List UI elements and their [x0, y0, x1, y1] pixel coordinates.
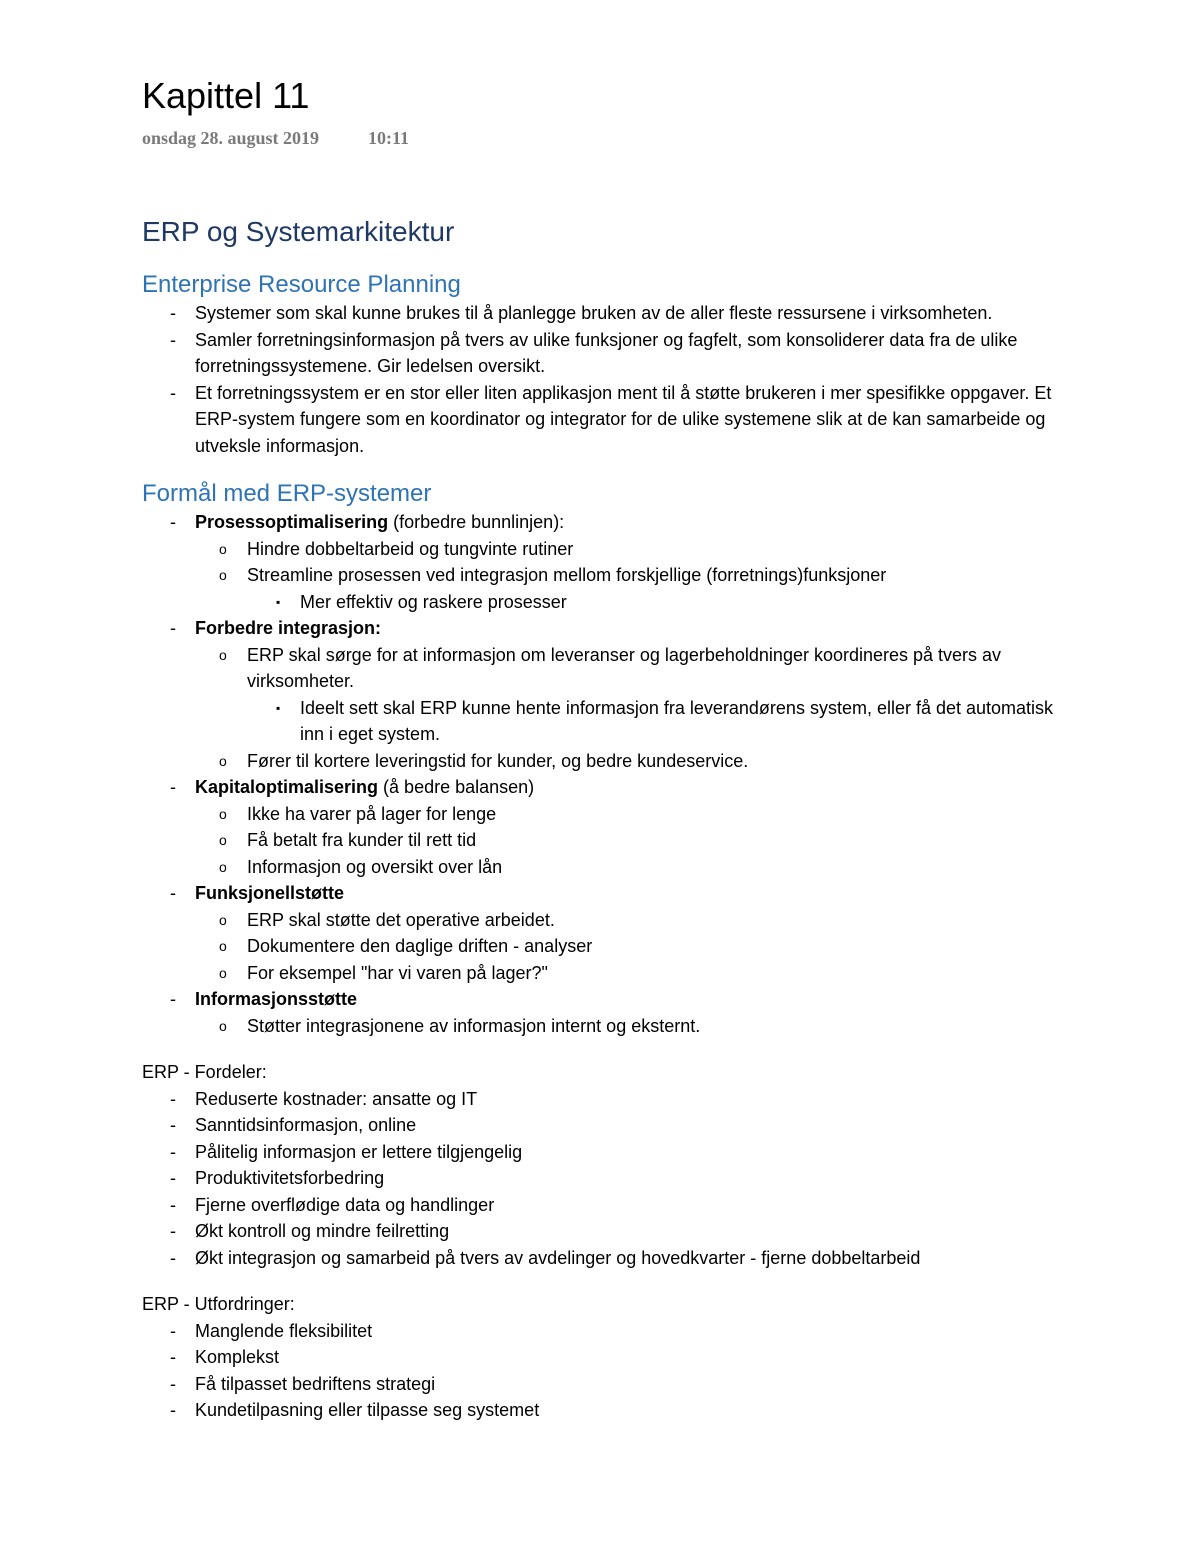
dash-bullet: - — [170, 1115, 176, 1135]
list-item-text: Kundetilpasning eller tilpasse seg systemet — [195, 1400, 540, 1420]
list-item-text: Få betalt fra kunder til rett tid — [247, 830, 477, 850]
subsection-heading-formal: Formål med ERP-systemer — [142, 480, 432, 507]
list-item-text: Produktivitetsforbedring — [195, 1168, 385, 1188]
list-item-text: Mer effektiv og raskere prosesser — [300, 591, 567, 612]
section-heading: ERP og Systemarkitektur — [142, 216, 455, 247]
subsection-heading-enterprise: Enterprise Resource Planning — [142, 271, 461, 298]
dash-bullet: - — [170, 1221, 176, 1241]
list-item — [142, 1371, 1072, 1398]
circle-bullet: o — [219, 964, 227, 981]
list-item-text: Sanntidsinformasjon, online — [195, 1115, 417, 1135]
dash-bullet: - — [170, 329, 176, 350]
list-item — [142, 907, 1072, 934]
list-item-text: Streamline prosessen ved integrasjon mellom forskjellige (forretnings)funksjoner — [247, 565, 887, 585]
list-item-text: Samler forretningsinformasjon på tvers av ulike funksjoner og fagfelt, som konsoliderer data fra de ulike forretningssystemene. Gir ledelsen oversikt. — [195, 329, 1018, 376]
list-item-text: (å bedre balansen) — [378, 777, 535, 797]
circle-bullet: o — [219, 832, 227, 848]
list-item — [142, 827, 1072, 854]
dash-bullet: - — [170, 1168, 176, 1188]
utfordringer-list — [142, 1318, 1072, 1424]
list-item — [142, 1013, 1072, 1040]
list-item — [142, 774, 1072, 801]
list-item-text: Økt kontroll og mindre feilretting — [195, 1221, 450, 1241]
dash-bullet: - — [170, 1088, 176, 1109]
list-item-text: Ideelt sett skal ERP kunne hente informasjon fra leverandørens system, eller få det automatisk inn i eget system. — [300, 697, 1054, 744]
list-item-text: Komplekst — [195, 1347, 280, 1367]
list-item — [142, 854, 1072, 881]
list-item-text: Økt integrasjon og samarbeid på tvers av avdelinger og hovedkvarter - fjerne dobbeltarbeid — [195, 1247, 921, 1268]
page-date: onsdag 28. august 2019 — [142, 128, 320, 148]
list-item — [142, 1318, 1072, 1345]
formal-list — [142, 509, 1072, 1039]
circle-bullet: o — [219, 805, 227, 822]
list-item-text: Hindre dobbeltarbeid og tungvinte rutiner — [247, 538, 574, 559]
list-item-text: Støtter integrasjonene av informasjon internt og eksternt. — [247, 1015, 701, 1036]
dash-bullet: - — [170, 1141, 176, 1162]
dash-bullet: - — [170, 1373, 176, 1394]
fordeler-list — [142, 1086, 1072, 1272]
circle-bullet: o — [219, 858, 227, 875]
list-item — [142, 642, 1072, 695]
list-item — [142, 562, 1072, 589]
list-item — [142, 933, 1072, 960]
circle-bullet: o — [219, 752, 227, 769]
list-item-bold: Prosessoptimalisering — [195, 512, 389, 532]
list-item — [142, 1192, 1072, 1219]
dash-bullet: - — [170, 1247, 176, 1268]
list-item-text: For eksempel "har vi varen på lager?" — [247, 962, 548, 983]
list-item — [142, 1397, 1072, 1424]
list-item — [142, 1139, 1072, 1166]
list-item-text: Fører til kortere leveringstid for kunder, og bedre kundeservice. — [247, 750, 749, 771]
list-item — [142, 748, 1072, 775]
list-item-text: Et forretningssystem er en stor eller liten applikasjon ment til å støtte brukeren i mer spesifikke oppgaver. Et ERP-system fungere som en koordinator og integrator for de ulike systemene slik at de kan samarbeide og utveksle informasjon. — [195, 382, 1052, 456]
list-item-text: Få tilpasset bedriftens strategi — [195, 1373, 436, 1394]
document-content — [142, 214, 1072, 1424]
dash-bullet: - — [170, 989, 176, 1009]
square-bullet: ▪ — [276, 594, 281, 609]
fordeler-label: ERP - Fordeler: — [142, 1062, 267, 1082]
enterprise-list — [142, 300, 1072, 459]
dash-bullet: - — [170, 512, 176, 532]
list-item — [142, 300, 1072, 327]
dash-bullet: - — [170, 777, 176, 797]
list-item-text: Fjerne overflødige data og handlinger — [195, 1194, 495, 1215]
utfordringer-label: ERP - Utfordringer: — [142, 1294, 295, 1314]
list-item — [142, 1245, 1072, 1272]
dash-bullet: - — [170, 1320, 176, 1341]
square-bullet: ▪ — [276, 700, 281, 715]
dash-bullet: - — [170, 1400, 176, 1420]
list-item-text: ERP skal sørge for at informasjon om leveranser og lagerbeholdninger koordineres på tvers av virksomheter. — [247, 644, 1002, 691]
list-item-bold: Forbedre integrasjon: — [195, 618, 382, 638]
list-item-text: Pålitelig informasjon er lettere tilgjengelig — [195, 1141, 523, 1162]
list-item — [142, 1165, 1072, 1192]
list-item — [142, 1086, 1072, 1113]
list-item — [142, 695, 1072, 748]
list-item — [142, 801, 1072, 828]
list-item — [142, 327, 1072, 380]
list-item-bold: Kapitaloptimalisering — [195, 777, 379, 797]
page-time: 10:11 — [368, 128, 410, 148]
list-item-text: Informasjon og oversikt over lån — [247, 856, 503, 877]
list-item — [142, 960, 1072, 987]
dash-bullet: - — [170, 1347, 176, 1367]
date-time-line — [142, 126, 410, 150]
list-item-text: Ikke ha varer på lager for lenge — [247, 803, 497, 824]
circle-bullet: o — [219, 646, 227, 663]
dash-bullet: - — [170, 382, 176, 403]
list-item — [142, 509, 1072, 536]
list-item — [142, 986, 1072, 1013]
list-item-text: ERP skal støtte det operative arbeidet. — [247, 909, 555, 930]
list-item-text: Reduserte kostnader: ansatte og IT — [195, 1088, 478, 1109]
list-item — [142, 615, 1072, 642]
list-item — [142, 1112, 1072, 1139]
circle-bullet: o — [219, 911, 227, 928]
list-item-bold: Informasjonsstøtte — [195, 989, 358, 1009]
dash-bullet: - — [170, 303, 176, 323]
list-item — [142, 1344, 1072, 1371]
list-item-text: Systemer som skal kunne brukes til å planlegge bruken av de aller fleste ressursene i virksomheten. — [195, 303, 993, 323]
dash-bullet: - — [170, 883, 176, 903]
list-item-text: Dokumentere den daglige driften - analyser — [247, 936, 593, 956]
circle-bullet: o — [219, 540, 227, 557]
page-title: Kapittel 11 — [142, 75, 310, 116]
list-item — [142, 1218, 1072, 1245]
circle-bullet: o — [219, 1017, 227, 1034]
list-item — [142, 880, 1072, 907]
circle-bullet: o — [219, 938, 227, 954]
list-item — [142, 589, 1072, 616]
dash-bullet: - — [170, 1194, 176, 1215]
list-item-bold: Funksjonellstøtte — [195, 883, 345, 903]
circle-bullet: o — [219, 567, 227, 583]
list-item-text: Manglende fleksibilitet — [195, 1320, 373, 1341]
dash-bullet: - — [170, 618, 176, 638]
list-item-text: (forbedre bunnlinjen): — [388, 512, 565, 532]
list-item — [142, 536, 1072, 563]
list-item — [142, 380, 1072, 460]
